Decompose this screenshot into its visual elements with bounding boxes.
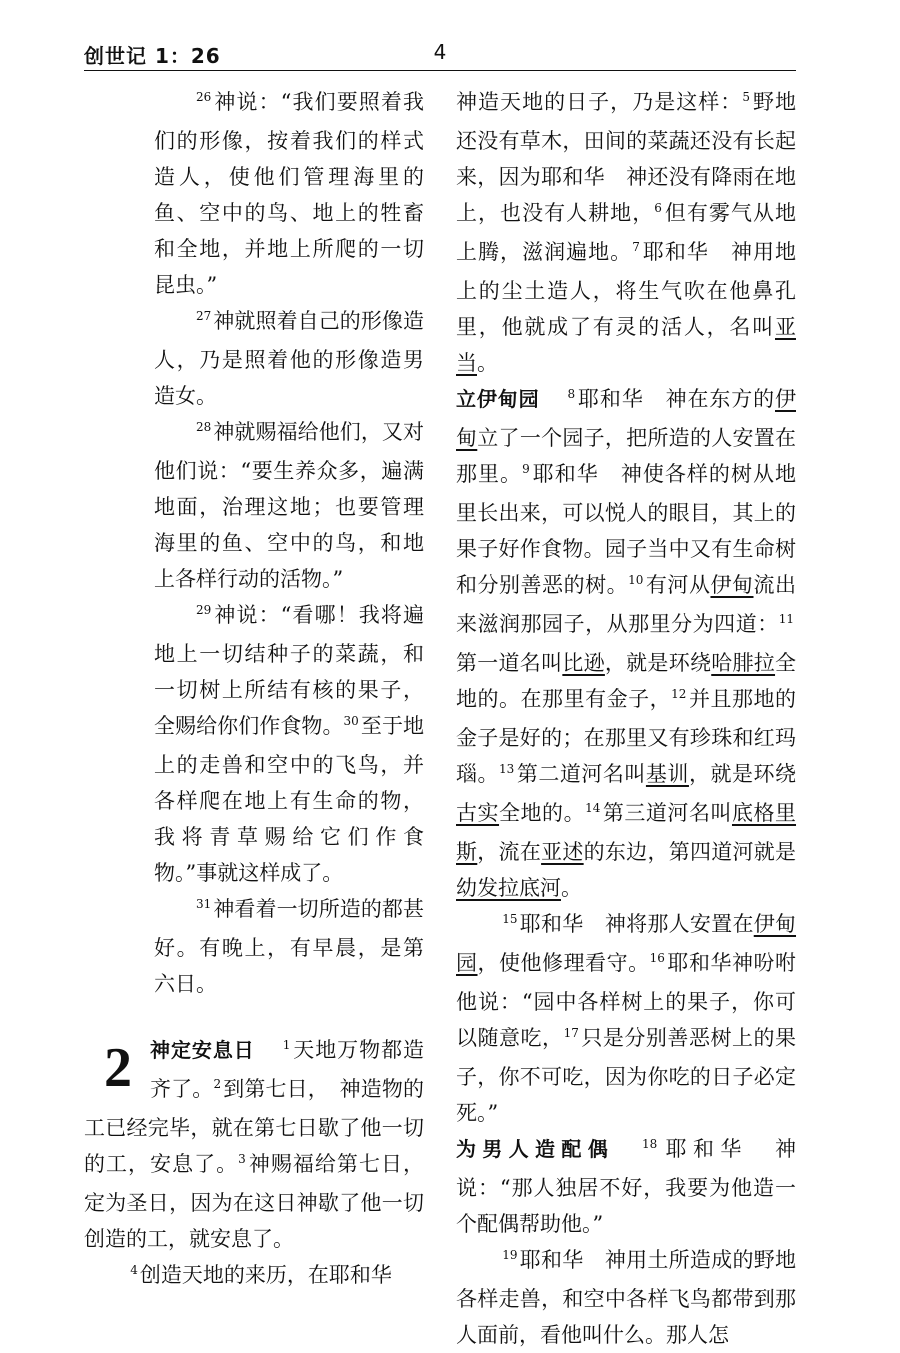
verse-number: 18 xyxy=(642,1137,658,1151)
verse-number: 17 xyxy=(563,1026,579,1040)
verse-number: 11 xyxy=(778,612,794,626)
verse-text: 但有雾气从地上腾，滋润遍地。 xyxy=(456,201,797,264)
verse-number: 10 xyxy=(628,573,644,587)
place-name: 幼发拉底河 xyxy=(456,876,561,900)
verse-text: 神说：“我们要照着我们的形像，按着我们的样式造人，使他们管理海里的鱼、空中的鸟、地上的牲畜和全地，并地上所爬的一切昆虫。” xyxy=(154,90,424,297)
verses-4-7: 神造天地的日子，乃是这样：$^5$野地还没有草木，田间的菜蔬还没有长起来，因为耶和华 神还没有降雨在地上，也没有人耕地，$^6$但有雾气从地上腾，滋润遍地。$^7$耶和华 神用地上的尘土造人，将生气吹在他鼻孔里，他就成了有灵的活人，名叫亚当。 xyxy=(456,90,797,375)
verse-number: 6 xyxy=(654,201,662,215)
verse-number: 27 xyxy=(196,309,212,323)
verse-text: 至于地上的走兽和空中的飞鸟，并各样爬在地上有生命的物，我将青草赐给它们作食物。”事就这样成了。 xyxy=(154,714,425,885)
verses-15-17: $^{15}$耶和华 神将那人安置在伊甸园，使他修理看守。$^{16}$耶和华神吩咐他说：“园中各样树上的果子，你可以随意吃，$^{17}$只是分别善恶树上的果子，你不可吃，因为你吃的日子必定死。” xyxy=(456,912,797,1125)
right-column xyxy=(456,84,796,1353)
verse-number: 29 xyxy=(196,603,212,617)
verse-27 xyxy=(84,303,424,414)
running-header xyxy=(84,38,796,71)
verse-text: 神赐福给第七日，定为圣日，因为在这日神歇了他一切创造的工，就安息了。 xyxy=(84,1152,425,1251)
verse-number: 5 xyxy=(742,90,750,104)
verse-number: 12 xyxy=(671,687,687,701)
place-name: 伊甸 xyxy=(456,387,796,450)
verse-number: 26 xyxy=(196,90,212,104)
verse-text: 野地还没有草木，田间的菜蔬还没有长起来，因为耶和华 神还没有降雨在地上，也没有人耕地， xyxy=(456,90,797,225)
verse-number: 8 xyxy=(567,387,576,401)
verse-text: 神看着一切所造的都甚好。有晚上，有早晨，是第六日。 xyxy=(154,897,424,996)
verse-number: 31 xyxy=(196,897,212,911)
verse-18: 为男人造配偶 $^{18}$耶和华 神说：“那人独居不好，我要为他造一个配偶帮助他。” xyxy=(456,1137,797,1236)
verse-text: 神说：“看哪！我将遍地上一切结种子的菜蔬，和一切树上所结有核的果子，全赐给你们作食物。 xyxy=(154,603,424,738)
verse-19: $^{19}$耶和华 神用土所造成的野地各样走兽，和空中各样飞鸟都带到那人面前，看他叫什么。那人怎 xyxy=(456,1248,796,1347)
chapter-2-opening xyxy=(84,1032,424,1257)
verse-number: 19 xyxy=(502,1248,518,1262)
verse-text: 神造天地的日子，乃是这样： xyxy=(456,90,743,114)
verse-number: 9 xyxy=(522,462,530,476)
page-number: 4 xyxy=(433,40,447,64)
verse-text: 创造天地的来历，在耶和华 xyxy=(139,1263,392,1287)
verse-29-30 xyxy=(84,597,424,891)
place-name: 底格里斯 xyxy=(456,801,797,864)
book-reference: 创世记 1：26 xyxy=(84,44,221,68)
verse-4 xyxy=(84,1257,424,1296)
verse-number: 2 xyxy=(213,1077,222,1091)
verse-26 xyxy=(84,84,424,303)
chapter-number: 2 xyxy=(104,1037,132,1099)
verse-number: 14 xyxy=(585,801,601,815)
place-name: 亚述 xyxy=(541,840,584,864)
verse-31 xyxy=(84,891,424,1002)
place-name: 比逊 xyxy=(562,651,605,675)
place-name: 伊甸园 xyxy=(456,912,797,975)
section-heading: 神定安息日 xyxy=(150,1038,255,1062)
verse-number: 4 xyxy=(130,1263,138,1277)
verse-28 xyxy=(84,414,424,597)
verses-8-14: 立伊甸园 $^8$耶和华 神在东方的伊甸立了一个园子，把所造的人安置在那里。$^9$耶和华 神使各样的树从地里长出来，可以悦人的眼目，其上的果子好作食物。园子当中又有生命树和分别善恶的树。$^{10}$有河从伊甸流出来滋润那园子，从那里分为四道：$^{11}$第一道名叫比逊，就是环绕哈腓拉全地的。在那里有金子，$^{12}$并且那地的金子是好的；在那里又有珍珠和红玛瑙。$^{13}$第二道河名叫基训，就是环绕古实全地的。$^{14}$第三道河名叫底格里斯，流在亚述的东边，第四道河就是幼发拉底河。 xyxy=(456,387,797,900)
place-name: 哈腓拉 xyxy=(711,651,776,675)
verse-number: 1 xyxy=(282,1038,291,1052)
verse-text: 天地万物都造齐了。 xyxy=(150,1038,425,1101)
verse-number: 28 xyxy=(196,420,212,434)
place-name: 基训 xyxy=(645,762,689,786)
verse-text: 神就赐福给他们，又对他们说：“要生养众多，遍满地面，治理这地；也要管理海里的鱼、空中的鸟，和地上各样行动的活物。” xyxy=(154,420,424,591)
place-name: 伊甸 xyxy=(710,573,754,597)
verse-number: 7 xyxy=(632,240,640,254)
verse-number: 16 xyxy=(649,951,665,965)
verse-number: 30 xyxy=(343,714,359,728)
verse-number: 3 xyxy=(238,1152,246,1166)
verse-text: 到第七日， 神造物的工已经完毕，就在第七日歇了他一切的工，安息了。 xyxy=(84,1077,425,1176)
verse-number: 13 xyxy=(499,762,515,776)
section-heading: 立伊甸园 xyxy=(456,387,540,411)
section-heading: 为男人造配偶 xyxy=(456,1137,615,1161)
verse-text: 神就照着自己的形像造人，乃是照着他的形像造男造女。 xyxy=(154,309,424,408)
place-name: 古实 xyxy=(456,801,500,825)
verse-number: 15 xyxy=(502,912,518,926)
place-name: 亚当 xyxy=(456,315,796,375)
verse-text: 耶和华 神用地上的尘土造人，将生气吹在他鼻孔里，他就成了有灵的活人，名叫 xyxy=(456,240,797,339)
left-column xyxy=(84,84,424,1296)
